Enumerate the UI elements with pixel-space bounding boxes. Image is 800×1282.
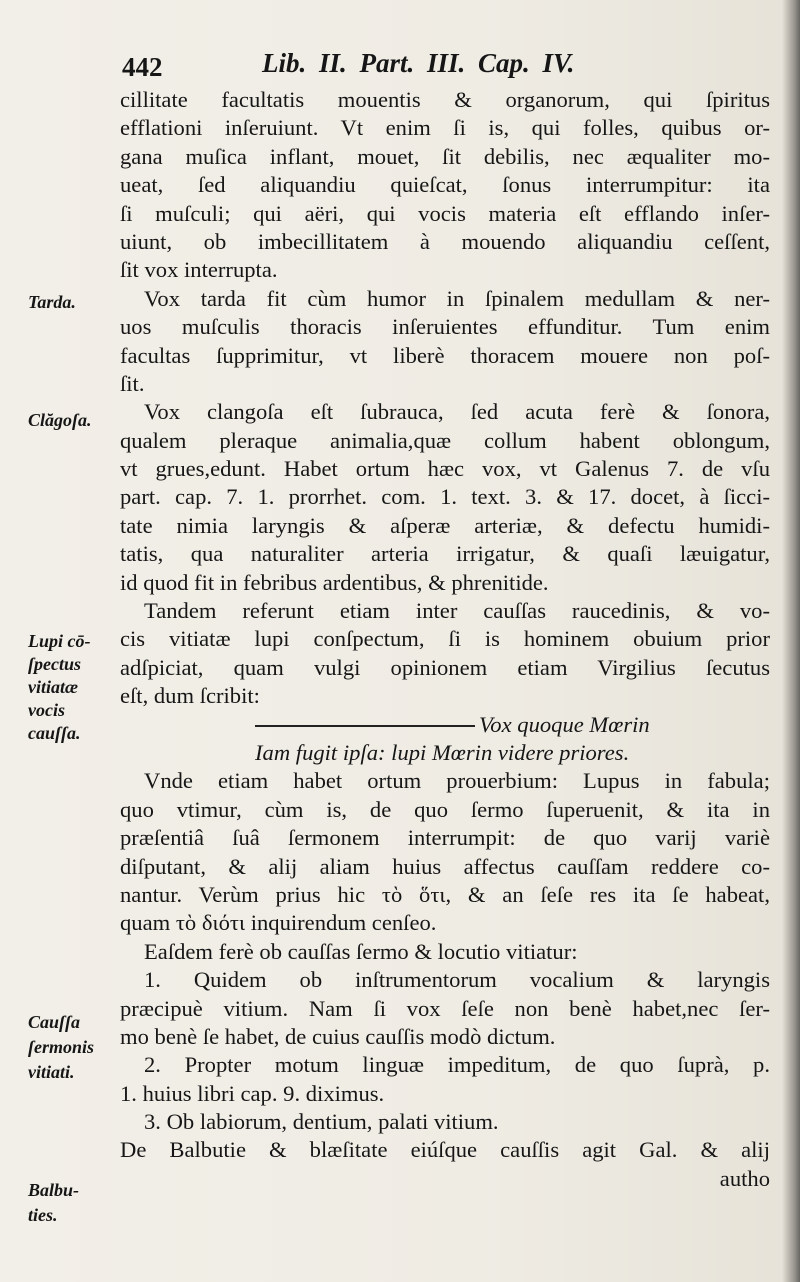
verse-dash xyxy=(255,725,475,727)
text-line: cis vitiatæ lupi conſpectum, ſi is hominem obuium prior xyxy=(120,626,770,652)
text-line: 1. Quidem ob inſtrumentorum vocalium & laryngis xyxy=(144,967,770,993)
text-line: ſi muſculi; qui aëri, qui vocis materia eſt efflando inſer- xyxy=(120,200,770,226)
text-line: diſputant, & alij aliam huius affectus cauſſam reddere co- xyxy=(120,853,770,879)
text-line: efflationi inſeruiunt. Vt enim ſi is, qui folles, quibus or- xyxy=(120,115,770,141)
text-line: facultas ſupprimitur, vt liberè thoracem mouere non poſ- xyxy=(120,342,770,368)
margin-note-line: ties. xyxy=(28,1205,58,1225)
margin-note-tarda xyxy=(28,290,120,314)
text-line: ſit. xyxy=(120,370,145,396)
margin-note-line: ſpectus xyxy=(28,654,81,674)
text-line: Vox tarda fit cùm humor in ſpinalem medullam & ner- xyxy=(144,285,770,311)
text-line: adſpiciat, quam vulgi opinionem etiam Virgilius ſecutus xyxy=(120,654,770,680)
text-line: id quod fit in febribus ardentibus, & phrenitide. xyxy=(120,569,549,595)
text-line: vt grues,edunt. Habet ortum hæc vox, vt Galenus 7. de vſu xyxy=(120,456,770,482)
text-line: part. cap. 7. 1. prorrhet. com. 1. text. 3. & 17. docet, à ſicci- xyxy=(120,484,770,510)
verse-line xyxy=(120,711,770,739)
text-line: præſentiâ ſuâ ſermonem interrumpit: de quo varij variè xyxy=(120,825,770,851)
text-line: præcipuè vitium. Nam ſi vox ſeſe non benè habet,nec ſer- xyxy=(120,995,770,1021)
margin-note-line: vitiatæ xyxy=(28,677,78,697)
margin-note-line: vitiati. xyxy=(28,1062,75,1082)
text-line: ueat, ſed aliquandiu quieſcat, ſonus interrumpitur: ita xyxy=(120,172,770,198)
text-line: Vox clangoſa eſt ſubrauca, ſed acuta ferè & ſonora, xyxy=(144,399,770,425)
text-line: De Balbutie & blæſitate eiúſque cauſſis agit Gal. & alij xyxy=(120,1137,770,1163)
catchword: autho xyxy=(719,1165,770,1191)
text-line: qualem pleraque animalia,quæ collum habent oblongum, xyxy=(120,427,770,453)
text-line: 3. Ob labiorum, dentium, palati vitium. xyxy=(144,1109,499,1135)
page-number: 442 xyxy=(122,52,163,82)
margin-note-line: vocis xyxy=(28,700,65,720)
verse-line: Iam fugit ipſa: lupi Mœrin videre priores. xyxy=(255,739,630,765)
text-line: 2. Propter motum linguæ impeditum, de quo ſuprà, p. xyxy=(144,1052,770,1078)
text-line: Vnde etiam habet ortum prouerbium: Lupus in fabula; xyxy=(144,768,770,794)
margin-note-line: Lupi cō- xyxy=(28,631,91,651)
margin-note-line: Cauſſa xyxy=(28,1012,81,1032)
text-line: gana muſica inflant, mouet, ſit debilis, nec æqualiter mo- xyxy=(120,143,770,169)
margin-note-balbuties xyxy=(28,1178,120,1228)
page-header xyxy=(122,46,772,86)
text-line: quo vtimur, cùm is, de quo ſermo ſuperuenit, & ita in xyxy=(120,796,770,822)
text-line: Tandem referunt etiam inter cauſſas raucedinis, & vo- xyxy=(144,598,770,624)
margin-note-line: Clăgoſa. xyxy=(28,410,92,430)
text-line: uos muſculis thoracis inſeruientes effunditur. Tum enim xyxy=(120,314,770,340)
margin-note-line: cauſſa. xyxy=(28,723,81,743)
margin-note-line: ſermonis xyxy=(28,1037,95,1057)
running-title: Lib. II. Part. III. Cap. IV. xyxy=(262,48,575,78)
margin-note-line: Balbu- xyxy=(28,1180,80,1200)
verse-text: Vox quoque Mœrin xyxy=(479,711,650,737)
margin-note-clangosa xyxy=(28,408,120,432)
margin-note-caussa-sermonis xyxy=(28,1010,120,1085)
text-line: ſit vox interrupta. xyxy=(120,257,278,283)
margin-note-line: Tarda. xyxy=(28,292,76,312)
text-line: eſt, dum ſcribit: xyxy=(120,683,260,709)
text-line: tate nimia laryngis & aſperæ arteriæ, & defectu humidi- xyxy=(120,512,770,538)
margin-note-lupi xyxy=(28,630,120,745)
text-line: quam τὸ διότι inquirendum cenſeo. xyxy=(120,910,437,936)
main-text xyxy=(120,86,770,1193)
page-edge-shadow xyxy=(782,0,800,1282)
text-line: uiunt, ob imbecillitatem à mouendo aliquandiu ceſſent, xyxy=(120,228,770,254)
text-line: mo benè ſe habet, de cuius cauſſis modò dictum. xyxy=(120,1023,556,1049)
text-line: Eaſdem ferè ob cauſſas ſermo & locutio vitiatur: xyxy=(144,938,578,964)
text-line: nantur. Verùm prius hic τὸ ὅτι, & an ſeſe res ita ſe habeat, xyxy=(120,881,770,907)
text-line: tatis, qua naturaliter arteria irrigatur, & quaſi læuigatur, xyxy=(120,541,770,567)
text-line: 1. huius libri cap. 9. diximus. xyxy=(120,1080,385,1106)
text-line: cillitate facultatis mouentis & organorum, qui ſpiritus xyxy=(120,87,770,112)
